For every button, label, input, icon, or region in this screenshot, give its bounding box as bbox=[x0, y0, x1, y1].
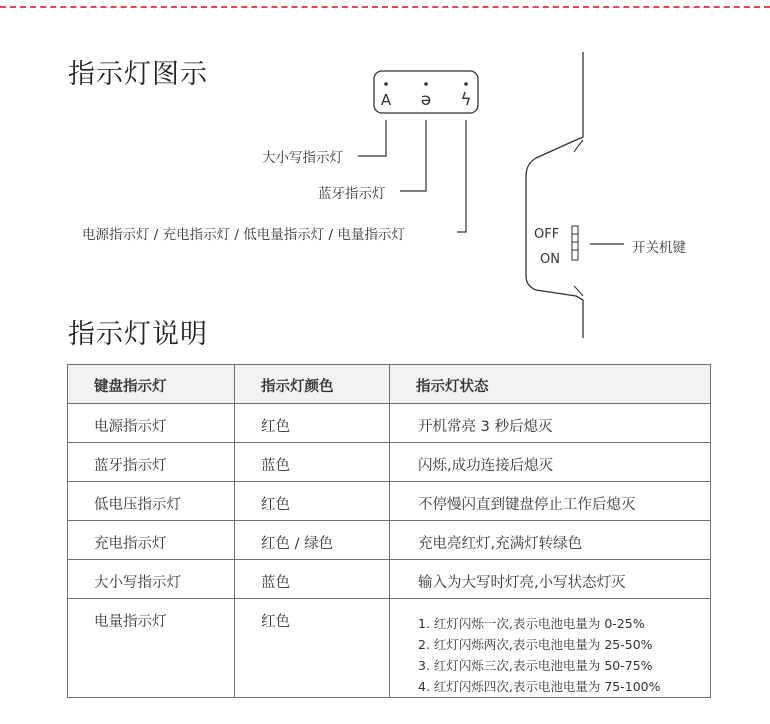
indicator-color-cell: 蓝色 bbox=[235, 560, 390, 599]
device-side-inner bbox=[574, 140, 583, 152]
caps-leader-line bbox=[358, 120, 386, 156]
column-header-color: 指示灯颜色 bbox=[235, 365, 390, 404]
power-switch-label: 开关机键 bbox=[632, 240, 686, 256]
battery-level-line: 1. 红灯闪烁一次,表示电池电量为 0-25% bbox=[418, 616, 645, 631]
indicator-color-cell: 红色 bbox=[235, 404, 390, 443]
indicator-status-cell bbox=[390, 599, 711, 698]
indicator-status-cell: 输入为大写时灯亮,小写状态灯灭 bbox=[390, 560, 711, 599]
power-bolt-icon: ϟ bbox=[460, 90, 472, 110]
indicator-table bbox=[67, 364, 711, 698]
table-header-row bbox=[68, 365, 711, 404]
power-indicator-label: 电源指示灯 / 充电指示灯 / 低电量指示灯 / 电量指示灯 bbox=[82, 227, 405, 243]
column-header-status: 指示灯状态 bbox=[390, 365, 711, 404]
indicator-color-cell: 红色 bbox=[235, 599, 390, 698]
table-row bbox=[68, 560, 711, 599]
bluetooth-indicator-label: 蓝牙指示灯 bbox=[318, 186, 386, 202]
indicator-status-cell: 开机常亮 3 秒后熄灭 bbox=[390, 404, 711, 443]
indicator-name-cell: 蓝牙指示灯 bbox=[68, 443, 235, 482]
table-row bbox=[68, 443, 711, 482]
battery-level-line: 2. 红灯闪烁两次,表示电池电量为 25-50% bbox=[418, 637, 653, 652]
switch-on-label: ON bbox=[540, 252, 560, 267]
indicator-status-cell: 不停慢闪直到键盘停止工作后熄灭 bbox=[390, 482, 711, 521]
indicator-color-cell: 蓝色 bbox=[235, 443, 390, 482]
battery-level-line: 3. 红灯闪烁三次,表示电池电量为 50-75% bbox=[418, 658, 653, 673]
power-led-dot bbox=[464, 82, 468, 86]
indicator-name-cell: 充电指示灯 bbox=[68, 521, 235, 560]
table-row bbox=[68, 521, 711, 560]
battery-level-line: 4. 红灯闪烁四次,表示电池电量为 75-100% bbox=[418, 679, 661, 694]
indicator-status-cell: 闪烁,成功连接后熄灭 bbox=[390, 443, 711, 482]
caps-lock-indicator-label: 大小写指示灯 bbox=[262, 150, 343, 166]
indicator-color-cell: 红色 / 绿色 bbox=[235, 521, 390, 560]
bluetooth-icon: ə bbox=[420, 90, 432, 110]
indicator-name-cell: 大小写指示灯 bbox=[68, 560, 235, 599]
table-row bbox=[68, 482, 711, 521]
table-row bbox=[68, 599, 711, 698]
indicator-name-cell: 电量指示灯 bbox=[68, 599, 235, 698]
section-title-explanation: 指示灯说明 bbox=[68, 319, 208, 350]
switch-off-label: OFF bbox=[534, 227, 560, 242]
indicator-diagram bbox=[0, 0, 770, 360]
caps-led-dot bbox=[384, 82, 388, 86]
bt-led-dot bbox=[424, 82, 428, 86]
power-switch-slot bbox=[572, 226, 578, 260]
indicator-status-cell: 充电亮红灯,充满灯转绿色 bbox=[390, 521, 711, 560]
indicator-color-cell: 红色 bbox=[235, 482, 390, 521]
indicator-name-cell: 电源指示灯 bbox=[68, 404, 235, 443]
power-leader-line bbox=[457, 120, 466, 232]
indicator-name-cell: 低电压指示灯 bbox=[68, 482, 235, 521]
device-side-inner-bottom bbox=[574, 286, 583, 296]
device-side-profile bbox=[526, 52, 583, 338]
table-row bbox=[68, 404, 711, 443]
bt-leader-line bbox=[400, 120, 426, 191]
section-title-diagram: 指示灯图示 bbox=[68, 59, 208, 90]
caps-lock-icon: A bbox=[380, 91, 392, 109]
column-header-indicator: 键盘指示灯 bbox=[68, 365, 235, 404]
